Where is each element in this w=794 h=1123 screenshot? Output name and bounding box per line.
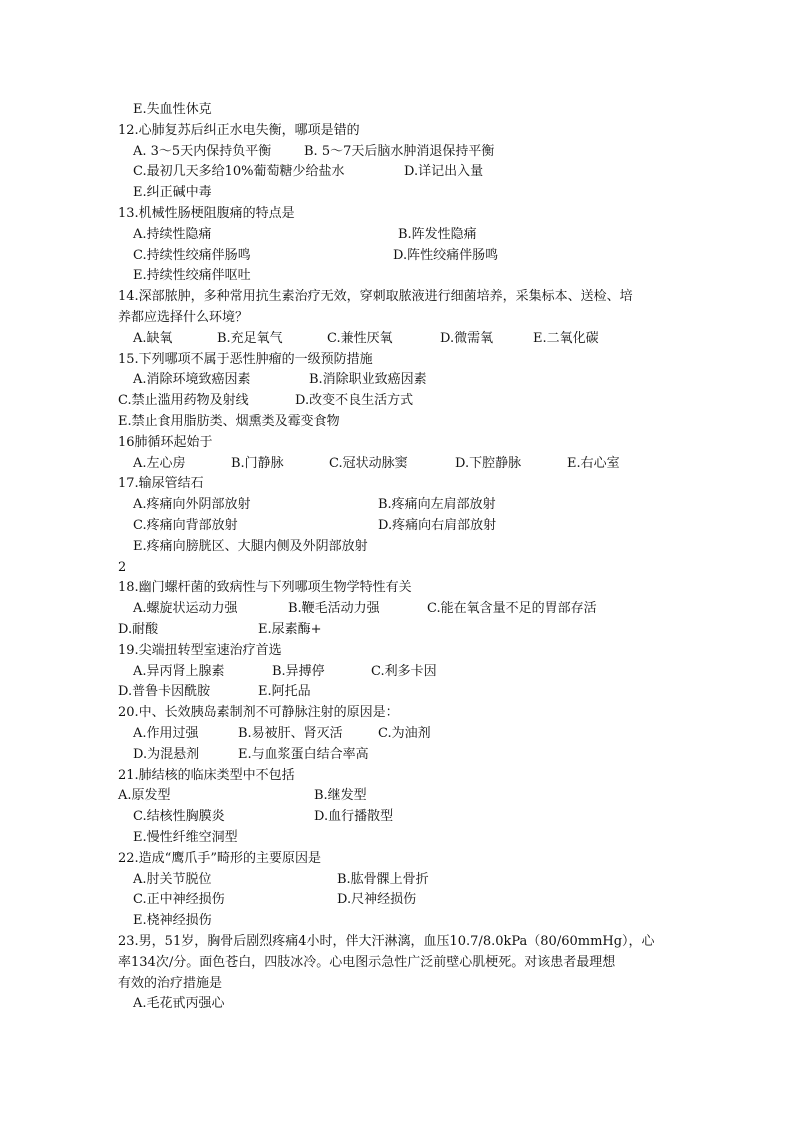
text-line (0, 286, 794, 307)
text-segment: E.与血浆蛋白结合率高 (238, 747, 369, 762)
text-segment: B.疼痛向左肩部放射 (378, 497, 496, 512)
text-line (0, 723, 794, 744)
text-segment: E.疼痛向膀胱区、大腿内侧及外阴部放射 (133, 539, 368, 554)
text-segment: 19.尖端扭转型室速治疗首选 (118, 643, 282, 658)
text-segment: C.疼痛向背部放射 (133, 518, 238, 533)
text-line (0, 411, 794, 432)
text-segment: B.消除职业致癌因素 (309, 372, 427, 387)
text-line (0, 973, 794, 994)
text-segment: 16肺循环起始于 (118, 435, 213, 450)
text-line (0, 369, 794, 390)
text-segment: D.微需氧 (440, 331, 494, 346)
text-segment: A.消除环境致癌因素 (133, 372, 251, 387)
text-line (0, 827, 794, 848)
text-segment: B.继发型 (314, 788, 367, 803)
text-segment: B.充足氧气 (217, 331, 283, 346)
text-segment: C.正中神经损伤 (133, 892, 225, 907)
text-line (0, 245, 794, 266)
text-segment: C.为油剂 (378, 726, 431, 741)
text-line (0, 224, 794, 245)
text-line (0, 265, 794, 286)
text-segment: 14.深部脓肿，多种常用抗生素治疗无效，穿刺取脓液进行细菌培养，采集标本、送检、培 (118, 289, 633, 304)
text-line (0, 473, 794, 494)
text-segment: A.左心房 (133, 456, 186, 471)
text-segment: B.阵发性隐痛 (398, 227, 477, 242)
text-segment: D.阵性绞痛伴肠鸣 (393, 248, 499, 263)
text-line (0, 161, 794, 182)
text-segment: D.疼痛向右肩部放射 (378, 518, 497, 533)
text-line (0, 889, 794, 910)
text-segment: 2 (118, 560, 127, 575)
text-segment: C.持续性绞痛伴肠鸣 (133, 248, 251, 263)
text-segment: 18.幽门螺杆菌的致病性与下列哪项生物学特性有关 (118, 580, 412, 595)
text-segment: D.耐酸 (118, 622, 159, 637)
text-line (0, 494, 794, 515)
text-line (0, 640, 794, 661)
text-line (0, 702, 794, 723)
text-segment: A. 3～5天内保持负平衡 (133, 144, 272, 159)
text-segment: E.右心室 (567, 456, 620, 471)
text-segment: B.肱骨髁上骨折 (337, 872, 429, 887)
text-line (0, 349, 794, 370)
text-segment: C.能在氧含量不足的胃部存活 (427, 601, 597, 616)
text-segment: B.鞭毛活动力强 (288, 601, 380, 616)
text-segment: A.肘关节脱位 (133, 872, 212, 887)
text-segment: 有效的治疗措施是 (118, 976, 223, 991)
text-line (0, 598, 794, 619)
text-segment: 17.输尿管结石 (118, 476, 204, 491)
text-segment: C.结核性胸膜炎 (133, 809, 225, 824)
text-line (0, 203, 794, 224)
text-segment: D.改变不良生活方式 (295, 393, 414, 408)
text-segment: 23.男，51岁，胸骨后剧烈疼痛4小时，伴大汗淋漓，血压10.7/8.0kPa（80/60mmHg），心 (118, 934, 655, 949)
text-segment: E.阿托品 (258, 684, 311, 699)
text-line (0, 744, 794, 765)
text-line (0, 536, 794, 557)
text-line (0, 910, 794, 931)
text-segment: A.毛花甙丙强心 (133, 996, 225, 1011)
text-segment: E.纠正碱中毒 (133, 185, 212, 200)
text-segment: C.禁止滥用药物及射线 (118, 393, 249, 408)
text-segment: A.作用过强 (133, 726, 199, 741)
text-segment: 13.机械性肠梗阻腹痛的特点是 (118, 206, 295, 221)
text-segment: A.螺旋状运动力强 (133, 601, 238, 616)
text-segment: A.异丙肾上腺素 (133, 664, 225, 679)
text-segment: D.下腔静脉 (455, 456, 522, 471)
text-line (0, 307, 794, 328)
text-line (0, 993, 794, 1014)
text-line (0, 619, 794, 640)
text-segment: A.持续性隐痛 (133, 227, 212, 242)
text-segment: 率134次/分。面色苍白，四肢冰冷。心电图示急性广泛前壁心肌梗死。对该患者最理想 (118, 955, 616, 970)
text-line (0, 785, 794, 806)
text-line (0, 848, 794, 869)
text-segment: 15.下列哪项不属于恶性肿瘤的一级预防措施 (118, 352, 373, 367)
text-line (0, 869, 794, 890)
text-segment: B.异搏停 (272, 664, 325, 679)
text-segment: E.二氧化碳 (533, 331, 599, 346)
text-segment: 21.肺结核的临床类型中不包括 (118, 768, 295, 783)
text-segment: B.门静脉 (231, 456, 284, 471)
text-segment: D.尺神经损伤 (337, 892, 417, 907)
text-segment: E.慢性纤维空洞型 (133, 830, 238, 845)
text-segment: A.缺氧 (133, 331, 173, 346)
text-segment: C.利多卡因 (371, 664, 437, 679)
text-line (0, 557, 794, 578)
text-segment: C.最初几天多给10%葡萄糖少给盐水 (133, 164, 345, 179)
text-line (0, 681, 794, 702)
text-segment: B. 5～7天后脑水肿消退保持平衡 (304, 144, 495, 159)
text-segment: 20.中、长效胰岛素制剂不可静脉注射的原因是： (118, 705, 399, 720)
text-segment: A.原发型 (118, 788, 171, 803)
text-segment: D.为混悬剂 (133, 747, 200, 762)
text-segment: 22.造成“鹰爪手”畸形的主要原因是 (118, 851, 321, 866)
text-line (0, 182, 794, 203)
text-line (0, 141, 794, 162)
text-segment: E.持续性绞痛伴呕吐 (133, 268, 251, 283)
text-line (0, 952, 794, 973)
text-segment: 12.心肺复苏后纠正水电失衡，哪项是错的 (118, 123, 360, 138)
text-segment: B.易被肝、肾灭活 (238, 726, 343, 741)
text-segment: E.桡神经损伤 (133, 913, 212, 928)
text-line (0, 661, 794, 682)
text-segment: A.疼痛向外阴部放射 (133, 497, 251, 512)
text-line (0, 390, 794, 411)
text-segment: D.血行播散型 (314, 809, 394, 824)
text-line (0, 432, 794, 453)
text-line (0, 806, 794, 827)
text-segment: 养都应选择什么环境？ (118, 310, 249, 325)
text-segment: E.失血性休克 (133, 102, 212, 117)
text-segment: D.普鲁卡因酰胺 (118, 684, 211, 699)
text-segment: E.尿素酶+ (258, 622, 322, 637)
text-line (0, 453, 794, 474)
text-line (0, 120, 794, 141)
text-segment: E.禁止食用脂肪类、烟熏类及霉变食物 (118, 414, 340, 429)
text-segment: C.冠状动脉窦 (329, 456, 408, 471)
text-line (0, 99, 794, 120)
text-segment: D.详记出入量 (404, 164, 484, 179)
text-line (0, 515, 794, 536)
text-line (0, 931, 794, 952)
text-line (0, 765, 794, 786)
text-segment: C.兼性厌氧 (327, 331, 393, 346)
text-line (0, 328, 794, 349)
text-line (0, 577, 794, 598)
